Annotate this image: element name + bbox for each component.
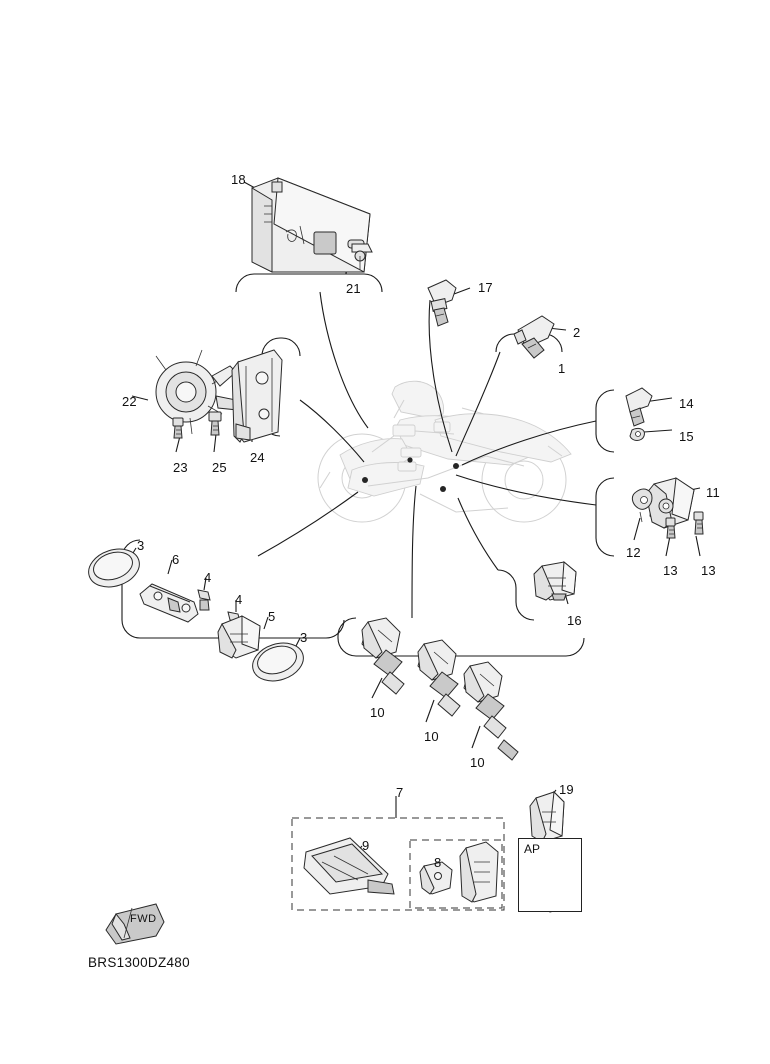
part-22-horn xyxy=(156,350,238,434)
callout-17: 17 xyxy=(478,280,493,295)
callout-4-a: 4 xyxy=(204,570,212,585)
callout-8: 8 xyxy=(434,855,442,870)
part-14-15-sensor xyxy=(626,388,652,441)
diagram-code: BRS1300DZ480 xyxy=(88,955,190,970)
part-4a-bolt xyxy=(198,590,210,610)
callout-23: 23 xyxy=(173,460,188,475)
callout-1: 1 xyxy=(558,361,566,376)
callout-25: 25 xyxy=(212,460,227,475)
leader-lines xyxy=(122,182,700,884)
part-10c-coil xyxy=(464,662,518,760)
group-7-dashed-box xyxy=(292,818,504,910)
callout-13-a: 13 xyxy=(663,563,678,578)
callout-10-c: 10 xyxy=(470,755,485,770)
callout-5: 5 xyxy=(268,609,276,624)
callout-6: 6 xyxy=(172,552,180,567)
callout-22: 22 xyxy=(122,394,137,409)
callout-2: 2 xyxy=(573,325,581,340)
callout-21: 21 xyxy=(346,281,361,296)
callout-18: 18 xyxy=(231,172,246,187)
part-6-bracket xyxy=(140,584,198,622)
callout-15: 15 xyxy=(679,429,694,444)
part-24-bracket xyxy=(232,350,282,442)
part-5-sensor xyxy=(218,616,260,658)
callout-13-b: 13 xyxy=(701,563,716,578)
callout-10-b: 10 xyxy=(424,729,439,744)
callout-16: 16 xyxy=(567,613,582,628)
callout-3-a: 3 xyxy=(137,538,145,553)
part-23-bolt xyxy=(173,418,183,438)
callout-24: 24 xyxy=(250,450,265,465)
callout-19: 19 xyxy=(559,782,574,797)
part-11-12-13-bracket xyxy=(632,478,703,538)
callout-3-b: 3 xyxy=(300,630,308,645)
ap-label: AP xyxy=(524,842,541,856)
part-16-relay xyxy=(534,562,576,600)
callout-12: 12 xyxy=(626,545,641,560)
part-18-ecu xyxy=(252,178,372,272)
callout-7: 7 xyxy=(396,785,404,800)
callout-9: 9 xyxy=(362,838,370,853)
part-25-bolt xyxy=(209,412,221,435)
part-10b-coil xyxy=(418,640,460,716)
part-2-sensor xyxy=(514,316,554,358)
part-17-sensor xyxy=(428,280,456,326)
callout-4-b: 4 xyxy=(235,592,243,607)
part-19-bracket xyxy=(530,792,564,842)
callout-14: 14 xyxy=(679,396,694,411)
fwd-label: FWD xyxy=(130,913,157,925)
motorcycle-silhouette xyxy=(318,381,571,522)
callout-10-a: 10 xyxy=(370,705,385,720)
callout-11: 11 xyxy=(706,485,720,500)
